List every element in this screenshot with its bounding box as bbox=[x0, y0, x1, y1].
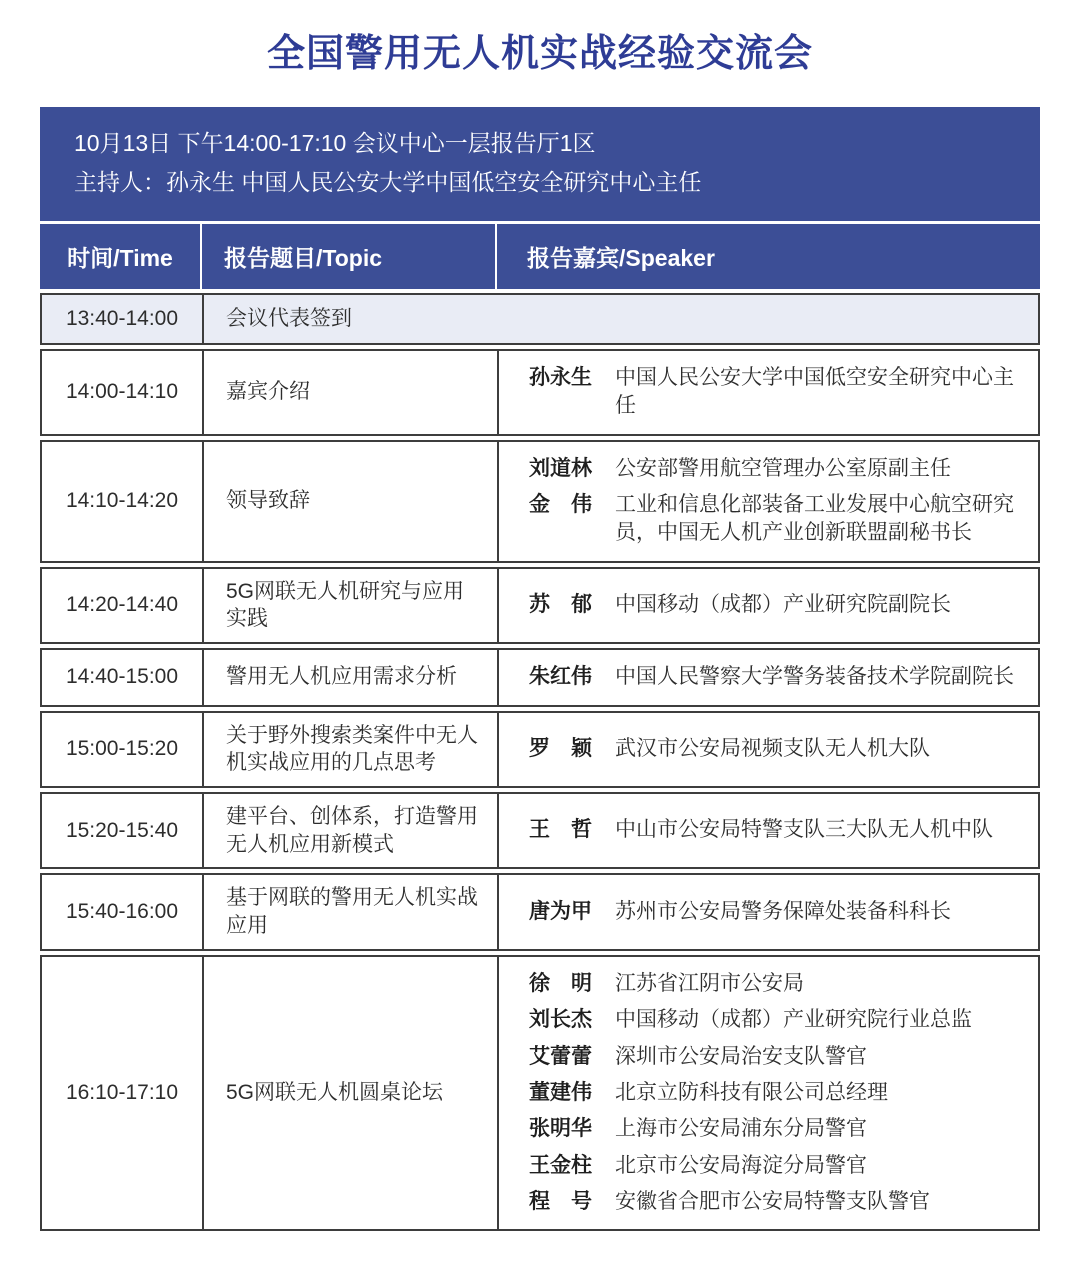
agenda-table bbox=[40, 107, 1040, 1231]
col-header-speaker: 报告嘉宾/Speaker bbox=[527, 245, 715, 271]
time-text: 16:10-17:10 bbox=[65, 1081, 179, 1105]
speaker-line bbox=[529, 970, 1020, 998]
time-text: 15:40-16:00 bbox=[65, 900, 179, 924]
time-text: 13:40-14:00 bbox=[65, 307, 179, 330]
speaker-line bbox=[529, 735, 1020, 763]
page-title: 全国警用无人机实战经验交流会 bbox=[266, 33, 813, 75]
speaker-affiliation: 武汉市公安局视频支队无人机大队 bbox=[615, 737, 930, 761]
speaker-cell bbox=[499, 794, 1038, 867]
topic-cell bbox=[204, 794, 499, 867]
time-cell bbox=[42, 957, 204, 1229]
time-cell bbox=[42, 569, 204, 642]
time-text: 14:10-14:20 bbox=[65, 489, 179, 513]
speaker-line bbox=[529, 816, 1020, 844]
agenda-row bbox=[40, 440, 1040, 563]
agenda-row bbox=[40, 349, 1040, 436]
speaker-affiliation: 江苏省江阴市公安局 bbox=[615, 971, 804, 995]
col-header-topic: 报告题目/Topic bbox=[202, 224, 497, 289]
topic-text: 警用无人机应用需求分析 bbox=[226, 665, 457, 689]
time-cell bbox=[42, 351, 204, 434]
speaker-line bbox=[529, 591, 1020, 619]
speaker-name: 王 哲 bbox=[529, 818, 592, 842]
speaker-affiliation: 苏州市公安局警务保障处装备科科长 bbox=[615, 899, 951, 923]
speaker-affiliation: 中山市公安局特警支队三大队无人机中队 bbox=[615, 818, 993, 842]
agenda-row bbox=[40, 567, 1040, 644]
topic-text: 建平台、创体系，打造警用无人机应用新模式 bbox=[226, 804, 478, 856]
topic-text: 领导致辞 bbox=[226, 489, 310, 513]
topic-text: 基于网联的警用无人机实战应用 bbox=[226, 886, 478, 938]
speaker-line bbox=[529, 491, 1020, 548]
speaker-cell bbox=[499, 957, 1038, 1229]
speaker-name: 金 伟 bbox=[529, 493, 592, 517]
speaker-line bbox=[529, 898, 1020, 926]
agenda-row bbox=[40, 955, 1040, 1231]
topic-text: 关于野外搜索类案件中无人机实战应用的几点思考 bbox=[226, 723, 478, 775]
speaker-affiliation: 中国移动（成都）产业研究院行业总监 bbox=[615, 1008, 972, 1032]
speaker-cell bbox=[499, 713, 1038, 786]
speaker-cell bbox=[499, 442, 1038, 561]
topic-cell bbox=[204, 351, 499, 434]
time-cell bbox=[42, 442, 204, 561]
topic-cell bbox=[204, 875, 499, 948]
speaker-affiliation: 中国人民公安大学中国低空安全研究中心主任 bbox=[615, 366, 1014, 418]
speaker-name: 唐为甲 bbox=[529, 899, 592, 923]
speaker-cell bbox=[499, 569, 1038, 642]
topic-cell bbox=[204, 442, 499, 561]
speaker-name: 孙永生 bbox=[529, 366, 592, 389]
topic-cell bbox=[204, 957, 499, 1229]
session-datetime-location: 10月13日 下午14:00-17:10 会议中心一层报告厅1区 bbox=[74, 130, 596, 156]
speaker-cell bbox=[499, 351, 1038, 434]
time-cell bbox=[42, 713, 204, 786]
topic-cell bbox=[204, 295, 1038, 343]
speaker-name: 徐 明 bbox=[529, 971, 592, 995]
topic-cell bbox=[204, 650, 499, 704]
table-header-row bbox=[40, 224, 1040, 289]
speaker-line bbox=[529, 1188, 1020, 1216]
time-cell bbox=[42, 794, 204, 867]
speaker-affiliation: 上海市公安局浦东分局警官 bbox=[615, 1117, 867, 1141]
speaker-cell bbox=[499, 650, 1038, 704]
speaker-name: 罗 颖 bbox=[529, 737, 592, 761]
agenda-row bbox=[40, 792, 1040, 869]
agenda-row bbox=[40, 293, 1040, 345]
topic-text: 嘉宾介绍 bbox=[226, 380, 310, 404]
time-text: 14:00-14:10 bbox=[65, 380, 179, 404]
topic-text: 5G网联无人机圆桌论坛 bbox=[226, 1081, 444, 1105]
topic-cell bbox=[204, 713, 499, 786]
speaker-affiliation: 安徽省合肥市公安局特警支队警官 bbox=[615, 1189, 930, 1213]
speaker-name: 董建伟 bbox=[529, 1080, 592, 1104]
agenda-row bbox=[40, 711, 1040, 788]
speaker-affiliation: 深圳市公安局治安支队警官 bbox=[615, 1044, 867, 1068]
speaker-name: 张明华 bbox=[529, 1117, 592, 1141]
session-host: 主持人：孙永生 中国人民公安大学中国低空安全研究中心主任 bbox=[74, 169, 702, 195]
speaker-affiliation: 北京立防科技有限公司总经理 bbox=[615, 1080, 888, 1104]
speaker-name: 苏 郁 bbox=[529, 593, 592, 617]
time-cell bbox=[42, 650, 204, 704]
session-info-band bbox=[40, 107, 1040, 221]
time-text: 15:00-15:20 bbox=[65, 737, 179, 761]
agenda-rows bbox=[40, 293, 1040, 1231]
topic-text: 会议代表签到 bbox=[226, 307, 352, 331]
speaker-affiliation: 中国移动（成都）产业研究院副院长 bbox=[615, 593, 951, 617]
speaker-line bbox=[529, 455, 1020, 483]
speaker-name: 朱红伟 bbox=[529, 665, 592, 689]
speaker-name: 艾蕾蕾 bbox=[529, 1044, 592, 1068]
agenda-row bbox=[40, 648, 1040, 706]
topic-text: 5G网联无人机研究与应用实践 bbox=[226, 579, 465, 631]
speaker-line bbox=[529, 1006, 1020, 1034]
speaker-name: 刘道林 bbox=[529, 456, 592, 480]
speaker-affiliation: 工业和信息化部装备工业发展中心航空研究员，中国无人机产业创新联盟副秘书长 bbox=[615, 493, 1014, 545]
speaker-line bbox=[529, 1079, 1020, 1107]
speaker-affiliation: 公安部警用航空管理办公室原副主任 bbox=[615, 456, 951, 480]
col-header-time: 时间/Time bbox=[40, 224, 202, 289]
time-text: 14:20-14:40 bbox=[65, 593, 179, 617]
time-cell bbox=[42, 295, 204, 343]
speaker-line bbox=[529, 1043, 1020, 1071]
speaker-affiliation: 北京市公安局海淀分局警官 bbox=[615, 1153, 867, 1177]
speaker-name: 刘长杰 bbox=[529, 1008, 592, 1032]
topic-cell bbox=[204, 569, 499, 642]
time-cell bbox=[42, 875, 204, 948]
speaker-line bbox=[529, 1115, 1020, 1143]
speaker-cell bbox=[499, 875, 1038, 948]
speaker-affiliation: 中国人民警察大学警务装备技术学院副院长 bbox=[615, 665, 1014, 689]
speaker-line bbox=[529, 1152, 1020, 1180]
speaker-line bbox=[529, 663, 1020, 691]
speaker-name: 王金柱 bbox=[529, 1153, 592, 1177]
time-text: 15:20-15:40 bbox=[65, 818, 179, 842]
time-text: 14:40-15:00 bbox=[65, 665, 179, 689]
agenda-row bbox=[40, 873, 1040, 950]
speaker-name: 程 号 bbox=[529, 1189, 592, 1213]
speaker-line bbox=[529, 364, 1020, 421]
